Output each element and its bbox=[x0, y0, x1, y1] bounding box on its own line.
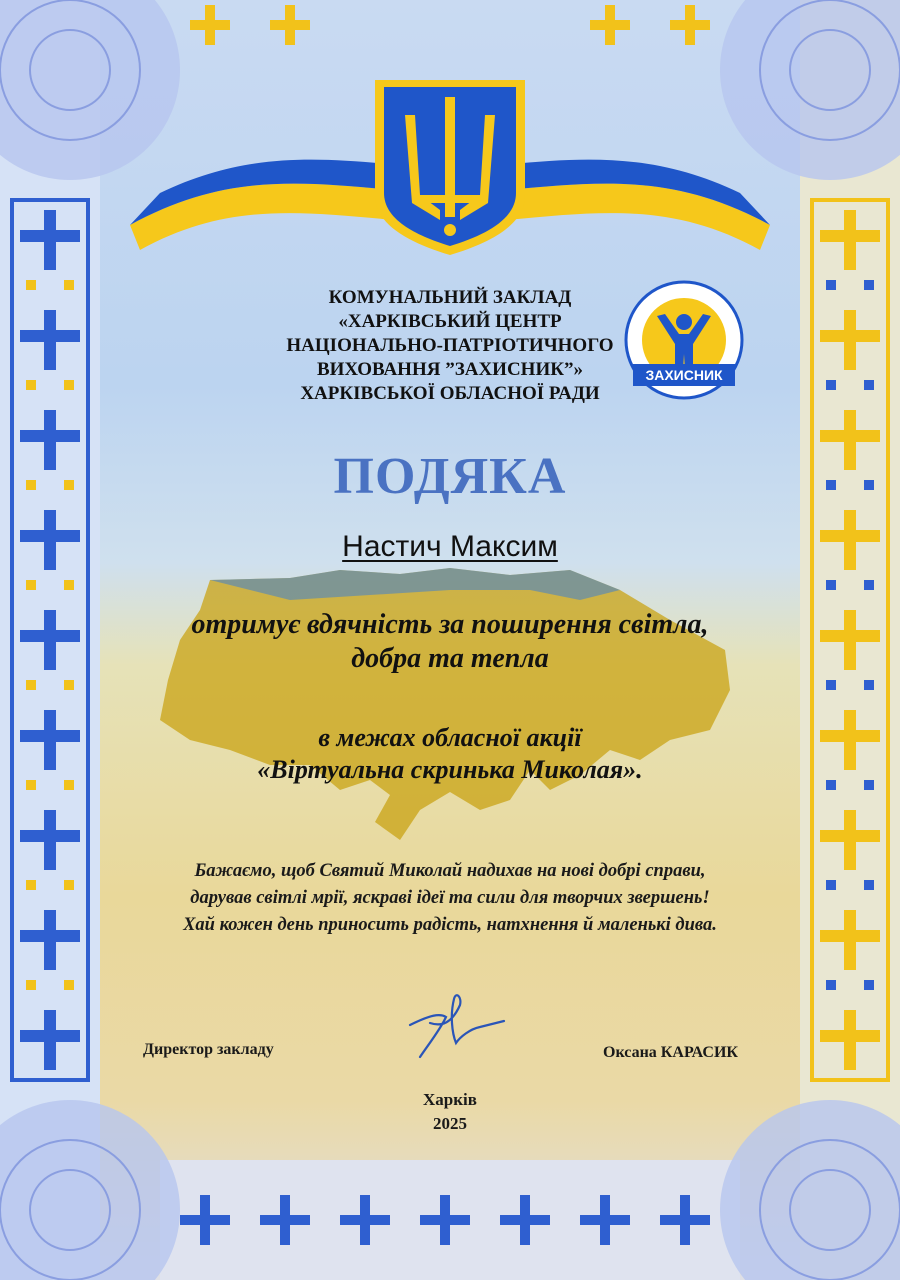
wish-line-3: Хай кожен день приносить радість, натхнення й маленькі дива. bbox=[183, 915, 717, 935]
wish-text bbox=[100, 858, 800, 939]
year: 2025 bbox=[433, 1114, 467, 1133]
wish-line-2: дарував світлі мрії, яскраві ідеї та сили для творчих звершень! bbox=[190, 888, 710, 908]
action-line-1: в межах обласної акції bbox=[318, 723, 582, 752]
zakhysnyk-logo bbox=[617, 278, 751, 402]
gratitude-line-1: отримує вдячність за поширення світла, bbox=[191, 609, 709, 640]
recipient-name-text: Настич Максим bbox=[342, 530, 558, 563]
recipient-name bbox=[250, 530, 650, 564]
city: Харків bbox=[423, 1090, 477, 1109]
organization-line-2: «ХАРКІВСЬКИЙ ЦЕНТР bbox=[338, 311, 562, 332]
director-position: Директор закладу bbox=[143, 1041, 274, 1058]
organization-line-5: ХАРКІВСЬКОЇ ОБЛАСНОЇ РАДИ bbox=[300, 383, 600, 404]
bottom-ornament-border bbox=[160, 1160, 740, 1280]
flag-ribbon-emblem bbox=[120, 75, 780, 265]
handwritten-signature bbox=[400, 985, 510, 1065]
action-text bbox=[110, 722, 790, 786]
ukraine-map-image bbox=[150, 560, 750, 860]
organization-name bbox=[240, 286, 660, 406]
organization-line-4: ВИХОВАННЯ ”ЗАХИСНИК”» bbox=[316, 359, 584, 380]
organization-line-1: КОМУНАЛЬНИЙ ЗАКЛАД bbox=[328, 287, 572, 308]
page-title: ПОДЯКА bbox=[333, 448, 567, 505]
gratitude-text bbox=[110, 608, 790, 676]
corner-rosette-bottom-left bbox=[0, 1070, 210, 1280]
director-name: Оксана КАРАСИК bbox=[603, 1044, 739, 1061]
logo-name: ЗАХИСНИК bbox=[645, 367, 723, 383]
action-line-2: «Віртуальна скринька Миколая». bbox=[257, 755, 643, 784]
organization-line-3: НАЦІОНАЛЬНО-ПАТРІОТИЧНОГО bbox=[286, 335, 614, 356]
gratitude-line-2: добра та тепла bbox=[351, 643, 549, 674]
corner-rosette-bottom-right bbox=[690, 1070, 900, 1280]
place-and-year bbox=[380, 1088, 520, 1136]
top-ornament-border bbox=[180, 0, 720, 70]
wish-line-1: Бажаємо, щоб Святий Миколай надихав на нові добрі справи, bbox=[194, 861, 706, 881]
